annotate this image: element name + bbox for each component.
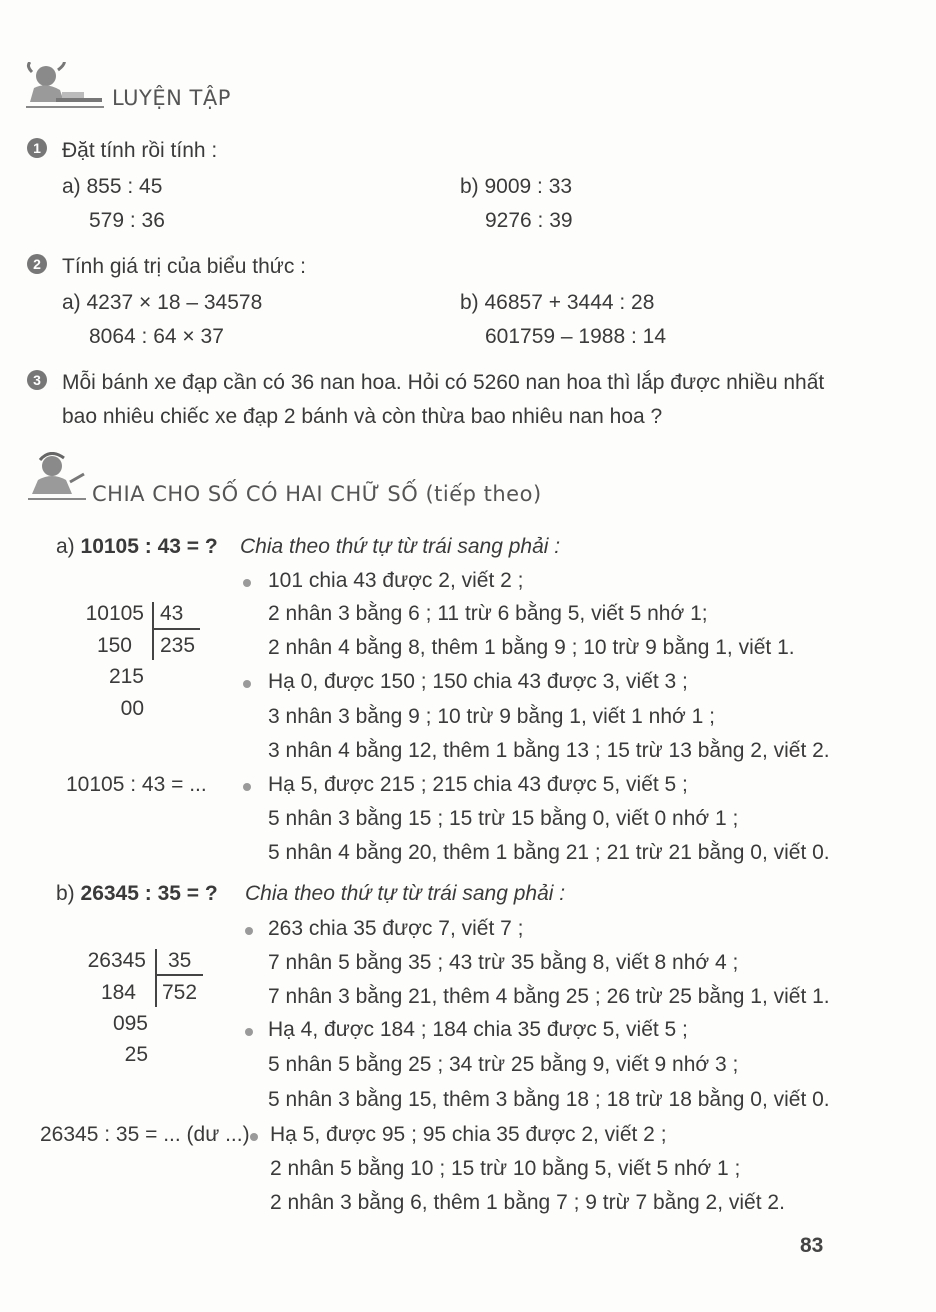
exercise-3-line2: bao nhiêu chiếc xe đạp 2 bánh và còn thừa bao nhiêu nan hoa ?	[62, 405, 663, 428]
exercise-1-b2: 9276 : 39	[485, 209, 573, 232]
part-a-step: 2 nhân 3 bằng 6 ; 11 trừ 6 bằng 5, viết 5 nhớ 1;	[268, 602, 708, 625]
part-a-step: 5 nhân 4 bằng 20, thêm 1 bằng 21 ; 21 trừ 21 bằng 0, viết 0.	[268, 841, 830, 864]
division-a-remainder-1: 150	[96, 634, 132, 657]
exercise-1-a1: a) 855 : 45	[62, 175, 163, 198]
part-a-prefix: a)	[56, 535, 81, 558]
division-a-remainder-2: 215	[108, 665, 144, 688]
division-a-vertical-bar	[152, 602, 154, 660]
exercise-2-b1: b) 46857 + 3444 : 28	[460, 291, 655, 314]
division-b-remainder-3: 25	[124, 1043, 148, 1066]
girl-reading-icon	[22, 62, 106, 112]
section1-title: LUYỆN TẬP	[112, 86, 231, 110]
part-b-step: Hạ 5, được 95 ; 95 chia 35 được 2, viết 2 ;	[270, 1123, 667, 1146]
division-b-quotient: 752	[162, 981, 198, 1004]
exercise-1-prompt: Đặt tính rồi tính :	[62, 139, 218, 162]
part-a-step: Hạ 5, được 215 ; 215 chia 43 được 5, viết 5 ;	[268, 773, 688, 796]
part-b-step: 5 nhân 3 bằng 15, thêm 3 bằng 18 ; 18 trừ 18 bằng 0, viết 0.	[268, 1088, 830, 1111]
exercise-1-badge: 1	[27, 138, 47, 158]
bullet	[243, 680, 251, 688]
part-a-step: 3 nhân 4 bằng 12, thêm 1 bằng 13 ; 15 trừ 13 bằng 2, viết 2.	[268, 739, 830, 762]
bullet	[245, 927, 253, 935]
division-b-remainder-1: 184	[100, 981, 136, 1004]
division-b-vertical-bar	[155, 949, 157, 1007]
division-a-quotient: 235	[160, 634, 196, 657]
exercise-3-badge: 3	[27, 370, 47, 390]
part-a-step: 101 chia 43 được 2, viết 2 ;	[268, 569, 524, 592]
division-b-remainder-2: 095	[112, 1012, 148, 1035]
exercise-3-line1: Mỗi bánh xe đạp cần có 36 nan hoa. Hỏi có 5260 nan hoa thì lắp được nhiều nhất	[62, 371, 825, 394]
exercise-2-b2: 601759 – 1988 : 14	[485, 325, 667, 348]
part-a-result: 10105 : 43 = ...	[66, 773, 207, 796]
division-b-divisor: 35	[168, 949, 192, 972]
part-a-step: Hạ 0, được 150 ; 150 chia 43 được 3, viết 3 ;	[268, 670, 688, 693]
exercise-1-b1: b) 9009 : 33	[460, 175, 573, 198]
part-a-step: 3 nhân 3 bằng 9 ; 10 trừ 9 bằng 1, viết 1 nhớ 1 ;	[268, 705, 715, 728]
exercise-1-a2: 579 : 36	[89, 209, 165, 232]
division-a-divisor: 43	[160, 602, 184, 625]
part-a-step: 2 nhân 4 bằng 8, thêm 1 bằng 9 ; 10 trừ 9 bằng 1, viết 1.	[268, 636, 795, 659]
part-b-result: 26345 : 35 = ... (dư ...)	[40, 1123, 250, 1146]
part-b-step: 2 nhân 5 bằng 10 ; 15 trừ 10 bằng 5, viết 5 nhớ 1 ;	[270, 1157, 741, 1180]
bullet	[245, 1028, 253, 1036]
part-b-step: 7 nhân 5 bằng 35 ; 43 trừ 35 bằng 8, viết 8 nhớ 4 ;	[268, 951, 739, 974]
division-b-dividend: 26345	[87, 949, 146, 972]
section2-title: CHIA CHO SỐ CÓ HAI CHỮ SỐ (tiếp theo)	[92, 482, 542, 506]
bullet	[250, 1133, 258, 1141]
exercise-2-badge: 2	[27, 254, 47, 274]
part-a-step: 5 nhân 3 bằng 15 ; 15 trừ 15 bằng 0, viết 0 nhớ 1 ;	[268, 807, 739, 830]
part-a-method: Chia theo thứ tự từ trái sang phải :	[240, 535, 561, 558]
division-a-dividend: 10105	[85, 602, 144, 625]
page-number: 83	[800, 1234, 824, 1257]
division-a-horizontal-bar	[152, 628, 200, 630]
part-b-method: Chia theo thứ tự từ trái sang phải :	[245, 882, 566, 905]
part-b-step: 263 chia 35 được 7, viết 7 ;	[268, 917, 524, 940]
exercise-2-prompt: Tính giá trị của biểu thức :	[62, 255, 307, 278]
part-b-heading	[56, 882, 218, 906]
exercise-2-a1: a) 4237 × 18 – 34578	[62, 291, 263, 314]
bullet	[243, 579, 251, 587]
part-a-heading	[56, 535, 218, 559]
part-a-problem: 10105 : 43 = ?	[80, 535, 218, 558]
part-b-step: 7 nhân 3 bằng 21, thêm 4 bằng 25 ; 26 trừ 25 bằng 1, viết 1.	[268, 985, 830, 1008]
part-b-step: 5 nhân 5 bằng 25 ; 34 trừ 25 bằng 9, viết 9 nhớ 3 ;	[268, 1053, 739, 1076]
child-writing-icon	[26, 452, 88, 504]
part-b-problem: 26345 : 35 = ?	[80, 882, 218, 905]
part-b-prefix: b)	[56, 882, 81, 905]
part-b-step: 2 nhân 3 bằng 6, thêm 1 bằng 7 ; 9 trừ 7 bằng 2, viết 2.	[270, 1191, 785, 1214]
part-b-step: Hạ 4, được 184 ; 184 chia 35 được 5, viết 5 ;	[268, 1018, 688, 1041]
division-b-horizontal-bar	[155, 974, 203, 976]
exercise-2-a2: 8064 : 64 × 37	[89, 325, 224, 348]
bullet	[243, 783, 251, 791]
division-a-remainder-3: 00	[120, 697, 144, 720]
